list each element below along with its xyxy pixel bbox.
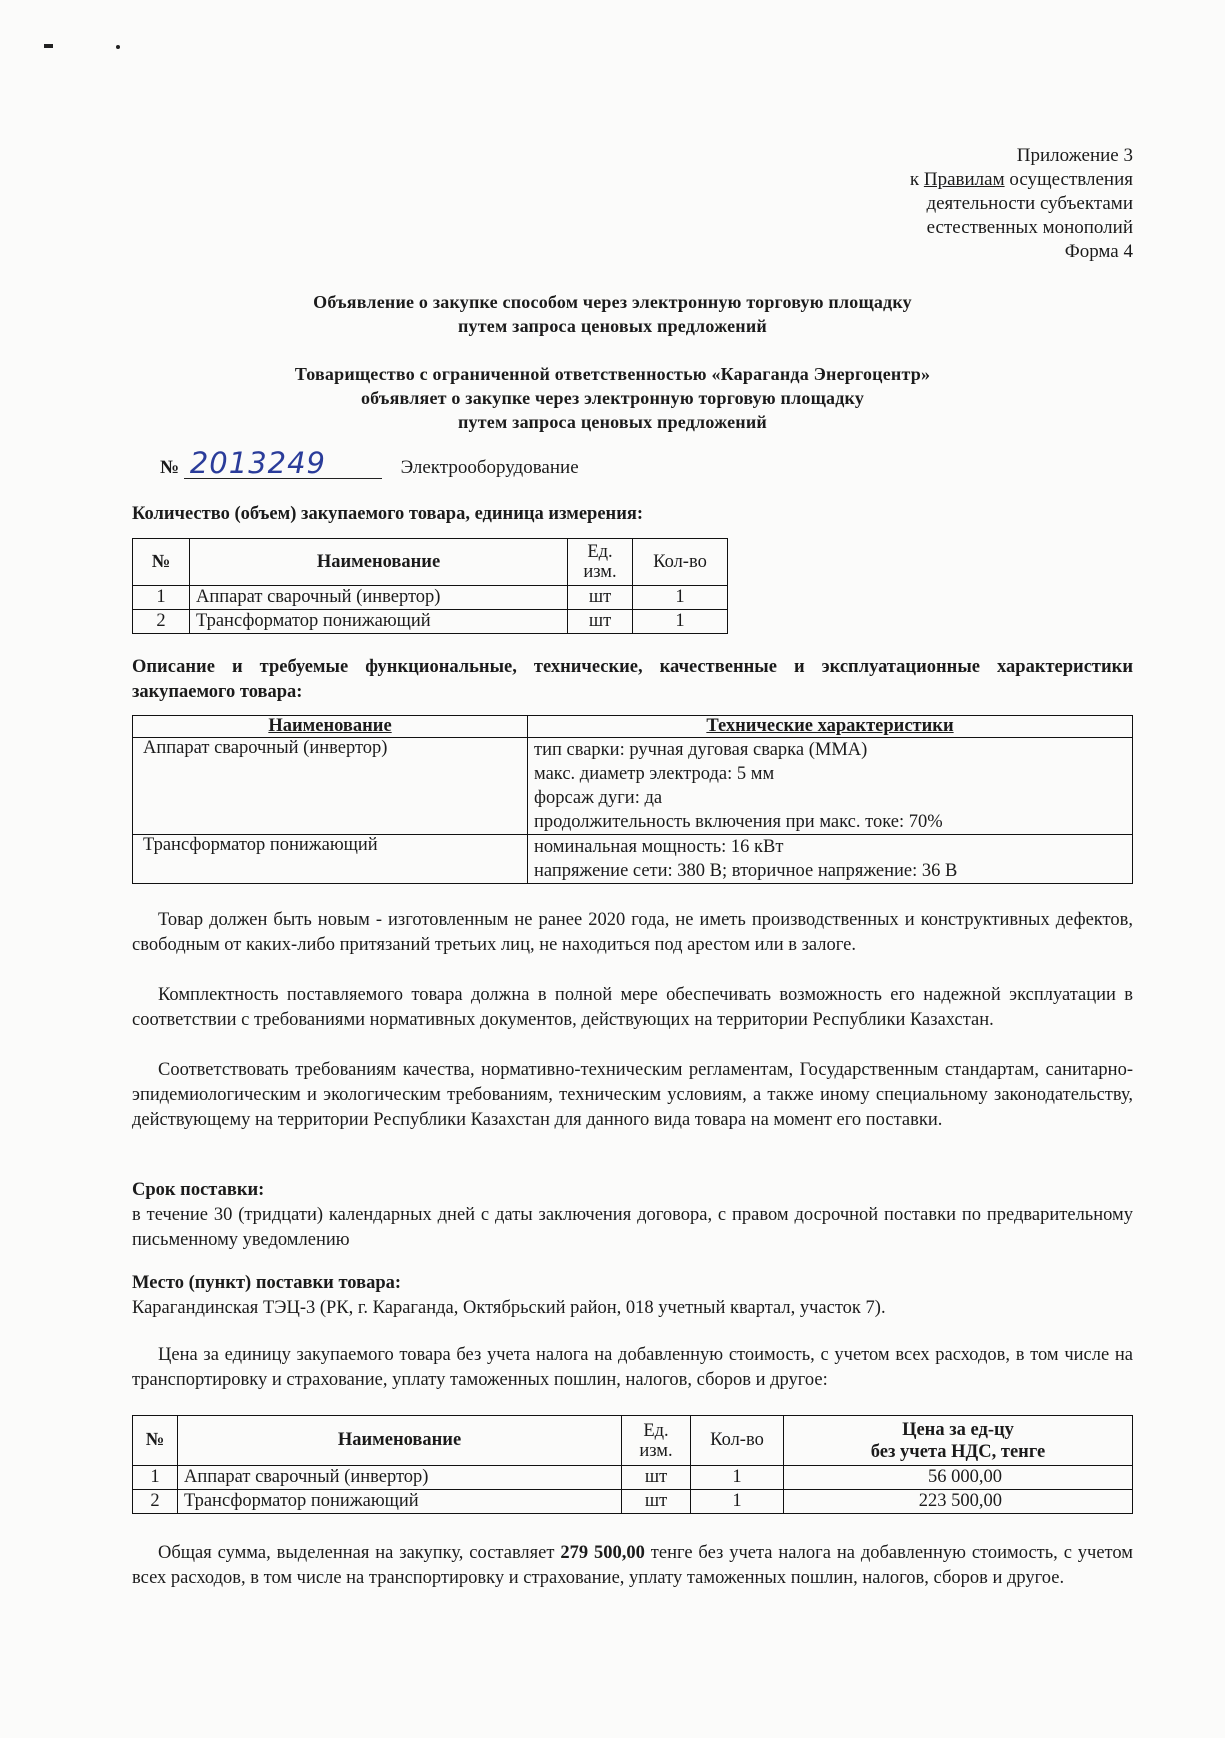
cell-unit: шт	[568, 586, 633, 610]
cell-qty: 1	[633, 586, 728, 610]
price-table	[132, 1415, 1133, 1514]
delivery-term-label: Срок поставки:	[132, 1180, 265, 1200]
requirement-paragraph: Товар должен быть новым - изготовленным не ранее 2020 года, не иметь производственных и конструктивных дефектов, свободным от каких-либо притязаний третьих лиц, не находиться под арестом или в залоге.	[132, 910, 1133, 955]
handwritten-number: 2013249	[184, 448, 382, 479]
total-prefix: Общая сумма, выделенная на закупку, составляет	[158, 1543, 561, 1563]
table-header-row	[133, 539, 728, 586]
table-row	[133, 610, 728, 634]
spec-table	[132, 715, 1133, 884]
table-row	[133, 586, 728, 610]
spec-line: номинальная мощность: 16 кВт	[534, 837, 784, 857]
spec-line: тип сварки: ручная дуговая сварка (ММА)	[534, 740, 868, 760]
cell-qty: 1	[691, 1466, 784, 1490]
cell-qty: 1	[691, 1490, 784, 1514]
announcer-block	[0, 362, 1225, 434]
table-header-row	[133, 716, 1133, 738]
total-suffix: тенге без учета налога на добавленную стоимость, с учетом всех расходов, в том числе на транспортировку и страхование, уплату таможенных пошлин, налогов, сборов и другое.	[132, 1543, 1133, 1588]
appendix-line	[910, 168, 1133, 192]
cell-no: 1	[133, 1466, 178, 1490]
cell-price: 223 500,00	[784, 1490, 1133, 1514]
cell-qty: 1	[633, 610, 728, 634]
table-row	[133, 1490, 1133, 1514]
appendix-suffix: осуществления	[1004, 169, 1133, 190]
cell-no: 2	[133, 1490, 178, 1514]
cell-no: 1	[133, 586, 190, 610]
cell-no: 2	[133, 610, 190, 634]
cell-unit: шт	[622, 1490, 691, 1514]
spec-line: продолжительность включения при макс. токе: 70%	[534, 812, 943, 832]
price-intro: Цена за единицу закупаемого товара без учета налога на добавленную стоимость, с учетом всех расходов, в том числе на транспортировку и страхование, уплату таможенных пошлин, налогов, сборов и другое:	[132, 1345, 1133, 1390]
scan-mark	[116, 45, 120, 49]
appendix-line: Приложение 3	[1016, 145, 1133, 166]
col-qty: Кол-во	[633, 539, 728, 586]
title-line: Объявление о закупке способом через электронную торговую площадку	[313, 292, 912, 312]
cell-specs	[528, 835, 1133, 884]
requirement-paragraph: Комплектность поставляемого товара должна в полной мере обеспечивать возможность его надежной эксплуатации в соответствии с требованиями нормативных документов, действующих на территории Республики Казахстан.	[132, 985, 1133, 1030]
table-row	[133, 835, 1133, 884]
col-name: Наименование	[133, 716, 528, 738]
announcer-line: путем запроса ценовых предложений	[457, 412, 767, 432]
table-row	[133, 1466, 1133, 1490]
cell-name: Аппарат сварочный (инвертор)	[133, 738, 528, 835]
number-sign: №	[160, 457, 180, 478]
delivery-term-text: в течение 30 (тридцати) календарных дней с даты заключения договора, с правом досрочной поставки по предварительному письменному уведомлению	[132, 1205, 1133, 1250]
spec-line: напряжение сети: 380 В; вторичное напряжение: 36 В	[534, 861, 958, 881]
table-header-row	[133, 1416, 1133, 1466]
cell-name: Трансформатор понижающий	[133, 835, 528, 884]
appendix-line: деятельности субъектами	[926, 193, 1133, 214]
quantity-label: Количество (объем) закупаемого товара, единица измерения:	[132, 504, 644, 524]
col-price	[784, 1416, 1133, 1466]
col-no: №	[133, 1416, 178, 1466]
col-unit: Ед. изм.	[622, 1416, 691, 1466]
procurement-subject: Электрооборудование	[400, 457, 579, 478]
col-name: Наименование	[178, 1416, 622, 1466]
col-unit: Ед. изм.	[568, 539, 633, 586]
col-name: Наименование	[190, 539, 568, 586]
total-amount: 279 500,00	[560, 1543, 645, 1563]
cell-name: Трансформатор понижающий	[178, 1490, 622, 1514]
cell-name: Аппарат сварочный (инвертор)	[190, 586, 568, 610]
cell-name: Аппарат сварочный (инвертор)	[178, 1466, 622, 1490]
delivery-place-text: Карагандинская ТЭЦ-3 (РК, г. Караганда, Октябрьский район, 018 учетный квартал, участок 7).	[132, 1298, 886, 1318]
rules-link[interactable]: Правилам	[923, 169, 1005, 190]
col-specs: Технические характеристики	[528, 716, 1133, 738]
announcement-number	[160, 448, 579, 479]
price-header-line: без учета НДС, тенге	[870, 1441, 1046, 1462]
document-title	[0, 290, 1225, 338]
announcer-line: Товарищество с ограниченной ответственностью «Караганда Энергоцентр»	[294, 364, 931, 384]
form-number: Форма 4	[1064, 241, 1133, 262]
table-row	[133, 738, 1133, 835]
announcer-line: объявляет о закупке через электронную торговую площадку	[360, 388, 865, 408]
spec-label: Описание и требуемые функциональные, технические, качественные и эксплуатационные характеристики закупаемого товара:	[132, 657, 1133, 702]
col-no: №	[133, 539, 190, 586]
appendix-header	[910, 144, 1133, 264]
cell-unit: шт	[622, 1466, 691, 1490]
total-paragraph	[132, 1541, 1133, 1591]
spec-line: макс. диаметр электрода: 5 мм	[534, 764, 775, 784]
col-qty: Кол-во	[691, 1416, 784, 1466]
appendix-line: естественных монополий	[926, 217, 1133, 238]
quantity-table	[132, 538, 728, 634]
cell-name: Трансформатор понижающий	[190, 610, 568, 634]
spec-line: форсаж дуги: да	[534, 788, 663, 808]
scan-mark	[44, 44, 53, 48]
cell-unit: шт	[568, 610, 633, 634]
cell-price: 56 000,00	[784, 1466, 1133, 1490]
appendix-prefix: к	[909, 169, 924, 190]
price-header-line: Цена за ед-цу	[902, 1419, 1014, 1440]
title-line: путем запроса ценовых предложений	[457, 316, 767, 336]
requirement-paragraph: Соответствовать требованиям качества, нормативно-техническим регламентам, Государственным стандартам, санитарно-эпидемиологическим и экологическим требованиям, техническим условиям, а также иному специальному законодательству, действующему на территории Республики Казахстан для данного вида товара на момент его поставки.	[132, 1060, 1133, 1130]
cell-specs	[528, 738, 1133, 835]
delivery-place-label: Место (пункт) поставки товара:	[132, 1273, 402, 1293]
